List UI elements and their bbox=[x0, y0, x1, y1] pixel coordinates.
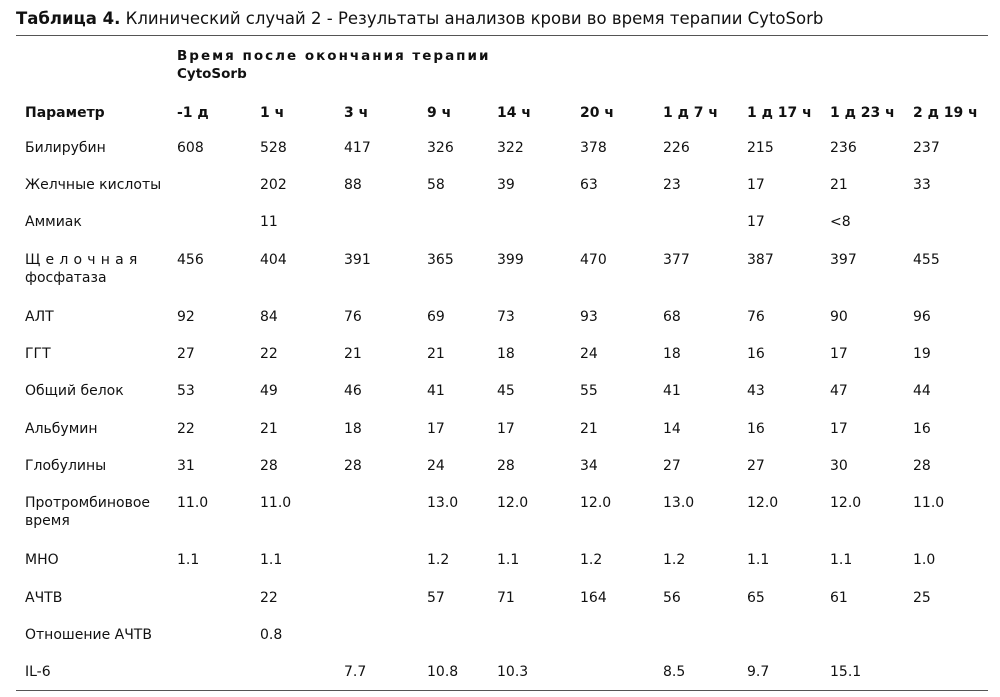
table-cell: 63 bbox=[580, 177, 598, 193]
row-param-label: МНО bbox=[25, 552, 59, 568]
table-cell: 1.1 bbox=[177, 552, 200, 568]
table-cell: 1.1 bbox=[747, 552, 770, 568]
table-cell: 27 bbox=[663, 458, 681, 474]
table-cell: 30 bbox=[830, 458, 848, 474]
row-param-label: ГГТ bbox=[25, 346, 51, 362]
table-cell: 47 bbox=[830, 383, 848, 399]
table-cell: 76 bbox=[344, 309, 362, 325]
table-cell: 41 bbox=[427, 383, 445, 399]
table-cell: 0.8 bbox=[260, 627, 283, 643]
row-param-label: АЧТВ bbox=[25, 590, 63, 606]
caption-text: Клинический случай 2 - Результаты анализов крови во время терапии CytoSorb bbox=[120, 9, 824, 28]
table-cell: 17 bbox=[747, 177, 765, 193]
table-cell: 45 bbox=[497, 383, 515, 399]
row-param-label: Аммиак bbox=[25, 214, 82, 230]
bottom-rule bbox=[16, 690, 988, 691]
table-cell: 56 bbox=[663, 590, 681, 606]
table-cell: 41 bbox=[663, 383, 681, 399]
table-cell: 22 bbox=[260, 346, 278, 362]
table-cell: 391 bbox=[344, 252, 371, 268]
table-cell: 11.0 bbox=[913, 495, 945, 511]
table-cell: 417 bbox=[344, 140, 371, 156]
table-cell: 28 bbox=[344, 458, 362, 474]
row-param-label: Отношение АЧТВ bbox=[25, 627, 152, 643]
table-cell: 12.0 bbox=[747, 495, 779, 511]
table-cell: 164 bbox=[580, 590, 607, 606]
row-param-label: время bbox=[25, 513, 70, 529]
table-cell: 18 bbox=[663, 346, 681, 362]
table-cell: 17 bbox=[427, 421, 445, 437]
table-cell: 15.1 bbox=[830, 664, 862, 680]
table-cell: 17 bbox=[830, 421, 848, 437]
table-cell: 237 bbox=[913, 140, 940, 156]
table-cell: 53 bbox=[177, 383, 195, 399]
table-cell: 28 bbox=[260, 458, 278, 474]
column-header: 20 ч bbox=[580, 105, 614, 121]
table-cell: 71 bbox=[497, 590, 515, 606]
top-rule bbox=[16, 35, 988, 36]
table-cell: 27 bbox=[177, 346, 195, 362]
table-cell: 17 bbox=[497, 421, 515, 437]
table-cell: 21 bbox=[427, 346, 445, 362]
table-cell: 1.0 bbox=[913, 552, 936, 568]
table-cell: 46 bbox=[344, 383, 362, 399]
table-cell: 73 bbox=[497, 309, 515, 325]
table-cell: 1.1 bbox=[497, 552, 520, 568]
table-cell: 33 bbox=[913, 177, 931, 193]
table-cell: 1.2 bbox=[663, 552, 686, 568]
row-param-label: Общий белок bbox=[25, 383, 124, 399]
table-cell: 28 bbox=[913, 458, 931, 474]
table-cell: 322 bbox=[497, 140, 524, 156]
table-cell: 1.2 bbox=[580, 552, 603, 568]
column-header: 1 д 23 ч bbox=[830, 105, 895, 121]
column-header: 3 ч bbox=[344, 105, 369, 121]
table-cell: 90 bbox=[830, 309, 848, 325]
table-cell: 16 bbox=[747, 421, 765, 437]
table-cell: 377 bbox=[663, 252, 690, 268]
table-cell: 21 bbox=[260, 421, 278, 437]
table-cell: 11.0 bbox=[260, 495, 292, 511]
table-cell: 17 bbox=[747, 214, 765, 230]
table-cell: 69 bbox=[427, 309, 445, 325]
group-header-line2: CytoSorb bbox=[177, 66, 247, 82]
table-cell: 399 bbox=[497, 252, 524, 268]
table-cell: 21 bbox=[580, 421, 598, 437]
table-cell: 528 bbox=[260, 140, 287, 156]
table-cell: 10.8 bbox=[427, 664, 459, 680]
table-cell: 12.0 bbox=[580, 495, 612, 511]
table-cell: 608 bbox=[177, 140, 204, 156]
column-header: 1 д 17 ч bbox=[747, 105, 812, 121]
table-cell: 8.5 bbox=[663, 664, 686, 680]
table-cell: 326 bbox=[427, 140, 454, 156]
column-header: 2 д 19 ч bbox=[913, 105, 978, 121]
table-cell: 58 bbox=[427, 177, 445, 193]
row-param-label: Протромбиновое bbox=[25, 495, 151, 511]
table-cell: 76 bbox=[747, 309, 765, 325]
table-cell: 11.0 bbox=[177, 495, 209, 511]
column-header: 9 ч bbox=[427, 105, 452, 121]
table-cell: 96 bbox=[913, 309, 931, 325]
table-cell: 25 bbox=[913, 590, 931, 606]
table-cell: 202 bbox=[260, 177, 287, 193]
row-param-label: Желчные кислоты bbox=[25, 177, 162, 193]
table-cell: 236 bbox=[830, 140, 857, 156]
param-column-header: Параметр bbox=[25, 105, 105, 121]
group-header bbox=[177, 47, 490, 83]
table-cell: 57 bbox=[427, 590, 445, 606]
row-param-label: Альбумин bbox=[25, 421, 98, 437]
row-param-label: фосфатаза bbox=[25, 270, 107, 286]
group-header-line1: Время после окончания терапии bbox=[177, 48, 491, 64]
table-caption bbox=[16, 8, 823, 30]
table-cell: 215 bbox=[747, 140, 774, 156]
table-cell: 365 bbox=[427, 252, 454, 268]
table-cell: 88 bbox=[344, 177, 362, 193]
table-cell: 12.0 bbox=[497, 495, 529, 511]
table-cell: 1.1 bbox=[260, 552, 283, 568]
table-cell: 16 bbox=[747, 346, 765, 362]
row-param-label: Билирубин bbox=[25, 140, 106, 156]
column-header: 1 д 7 ч bbox=[663, 105, 719, 121]
table-cell: 92 bbox=[177, 309, 195, 325]
table-cell: 22 bbox=[260, 590, 278, 606]
table-cell: 404 bbox=[260, 252, 287, 268]
table-cell: 18 bbox=[344, 421, 362, 437]
table-cell: 23 bbox=[663, 177, 681, 193]
table-cell: 21 bbox=[344, 346, 362, 362]
column-header: 1 ч bbox=[260, 105, 285, 121]
table-cell: 7.7 bbox=[344, 664, 367, 680]
column-header: 14 ч bbox=[497, 105, 531, 121]
table-cell: 11 bbox=[260, 214, 278, 230]
table-cell: 387 bbox=[747, 252, 774, 268]
table-cell: 39 bbox=[497, 177, 515, 193]
table-cell: 49 bbox=[260, 383, 278, 399]
table-cell: 44 bbox=[913, 383, 931, 399]
table-cell: 22 bbox=[177, 421, 195, 437]
caption-label: Таблица 4. bbox=[16, 9, 121, 28]
row-param-label: Щелочная bbox=[25, 252, 143, 268]
table-cell: 378 bbox=[580, 140, 607, 156]
table-cell: 17 bbox=[830, 346, 848, 362]
table-cell: 24 bbox=[427, 458, 445, 474]
table-cell: 397 bbox=[830, 252, 857, 268]
table-cell: <8 bbox=[830, 214, 851, 230]
table-cell: 9.7 bbox=[747, 664, 770, 680]
table-cell: 10.3 bbox=[497, 664, 529, 680]
table-cell: 19 bbox=[913, 346, 931, 362]
table-cell: 93 bbox=[580, 309, 598, 325]
table-cell: 61 bbox=[830, 590, 848, 606]
table-cell: 455 bbox=[913, 252, 940, 268]
table-cell: 34 bbox=[580, 458, 598, 474]
table-cell: 13.0 bbox=[663, 495, 695, 511]
table-cell: 43 bbox=[747, 383, 765, 399]
table-cell: 16 bbox=[913, 421, 931, 437]
table-cell: 28 bbox=[497, 458, 515, 474]
table-cell: 456 bbox=[177, 252, 204, 268]
table-cell: 1.1 bbox=[830, 552, 853, 568]
table-cell: 24 bbox=[580, 346, 598, 362]
table-cell: 84 bbox=[260, 309, 278, 325]
row-param-label: АЛТ bbox=[25, 309, 54, 325]
table-cell: 31 bbox=[177, 458, 195, 474]
table-cell: 14 bbox=[663, 421, 681, 437]
table-cell: 55 bbox=[580, 383, 598, 399]
table-cell: 18 bbox=[497, 346, 515, 362]
column-header: -1 д bbox=[177, 105, 209, 121]
table-cell: 65 bbox=[747, 590, 765, 606]
row-param-label: IL-6 bbox=[25, 664, 51, 680]
table-cell: 13.0 bbox=[427, 495, 459, 511]
table-cell: 1.2 bbox=[427, 552, 450, 568]
table-cell: 27 bbox=[747, 458, 765, 474]
table-cell: 21 bbox=[830, 177, 848, 193]
row-param-label: Глобулины bbox=[25, 458, 107, 474]
table-cell: 226 bbox=[663, 140, 690, 156]
table-cell: 12.0 bbox=[830, 495, 862, 511]
table-cell: 470 bbox=[580, 252, 607, 268]
table-cell: 68 bbox=[663, 309, 681, 325]
